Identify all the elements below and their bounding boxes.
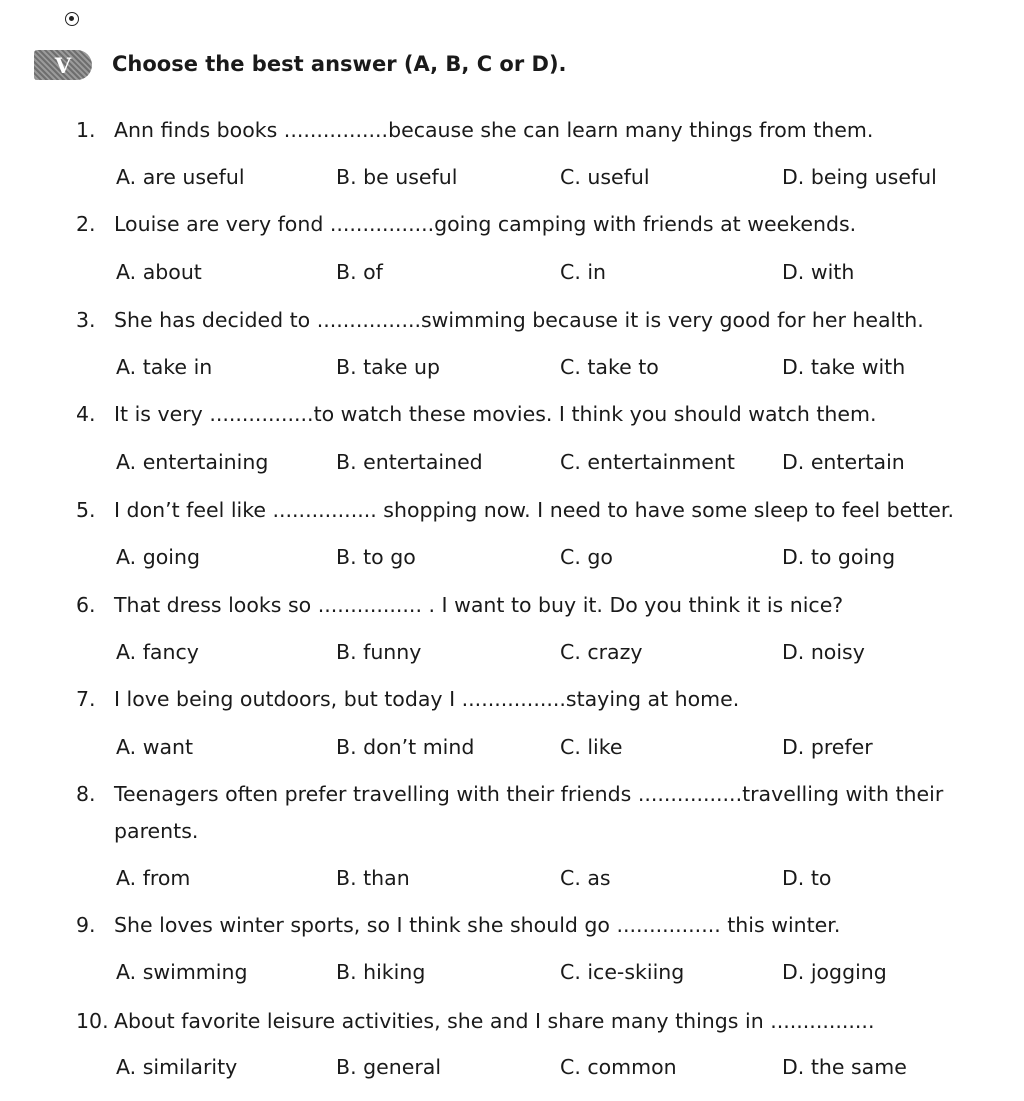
question-number: 7. [76,687,96,711]
option-b[interactable]: B. be useful [336,165,458,189]
question-number: 1. [76,118,96,142]
question-6 [76,592,843,618]
question-stem: She loves winter sports, so I think she should go ................ this winter. [114,913,841,937]
option-a[interactable]: A. swimming [116,960,248,984]
option-d[interactable]: D. with [782,260,855,284]
option-b[interactable]: B. funny [336,640,422,664]
option-c[interactable]: C. crazy [560,640,643,664]
option-c[interactable]: C. take to [560,355,659,379]
option-a[interactable]: A. similarity [116,1055,238,1079]
bullet-icon [65,12,79,26]
option-c[interactable]: C. common [560,1055,677,1079]
question-number: 8. [76,782,96,806]
question-stem: Ann finds books ................because she can learn many things from them. [114,118,874,142]
option-a[interactable]: A. from [116,866,191,890]
option-a[interactable]: A. take in [116,355,213,379]
section-badge: V [34,50,92,80]
option-a[interactable]: A. want [116,735,194,759]
option-d[interactable]: D. being useful [782,165,937,189]
question-number: 4. [76,402,96,426]
question-5 [76,497,954,523]
option-c[interactable]: C. like [560,735,623,759]
option-c[interactable]: C. entertainment [560,450,735,474]
question-stem: It is very ................to watch these movies. I think you should watch them. [114,402,877,426]
option-d[interactable]: D. to going [782,545,896,569]
question-number: 10. [76,1009,109,1033]
question-3 [76,307,924,333]
option-b[interactable]: B. hiking [336,960,426,984]
question-2 [76,211,856,237]
option-d[interactable]: D. entertain [782,450,905,474]
option-b[interactable]: B. entertained [336,450,483,474]
question-7 [76,686,739,712]
option-d[interactable]: D. the same [782,1055,907,1079]
option-b[interactable]: B. to go [336,545,416,569]
option-c[interactable]: C. in [560,260,607,284]
question-stem: Louise are very fond ................going camping with friends at weekends. [114,212,857,236]
option-c[interactable]: C. go [560,545,613,569]
question-stem: That dress looks so ................ . I want to buy it. Do you think it is nice? [114,593,844,617]
option-d[interactable]: D. jogging [782,960,887,984]
option-d[interactable]: D. to [782,866,832,890]
option-d[interactable]: D. prefer [782,735,873,759]
question-stem: She has decided to ................swimming because it is very good for her health. [114,308,924,332]
question-number: 9. [76,913,96,937]
question-9 [76,912,840,938]
instruction-heading: Choose the best answer (A, B, C or D). [112,52,567,76]
option-d[interactable]: D. take with [782,355,906,379]
option-a[interactable]: A. are useful [116,165,245,189]
question-stem: I don’t feel like ................ shopping now. I need to have some sleep to feel better. [114,498,954,522]
option-c[interactable]: C. ice-skiing [560,960,685,984]
option-b[interactable]: B. than [336,866,410,890]
question-number: 5. [76,498,96,522]
option-c[interactable]: C. useful [560,165,650,189]
option-b[interactable]: B. take up [336,355,440,379]
question-number: 3. [76,308,96,332]
question-stem: I love being outdoors, but today I ................staying at home. [114,687,740,711]
question-4 [76,401,877,427]
option-a[interactable]: A. fancy [116,640,199,664]
question-8-line-1: Teenagers often prefer travelling with their friends ................travelling with their [114,782,944,806]
option-b[interactable]: B. general [336,1055,442,1079]
question-number: 2. [76,212,96,236]
question-10 [76,1008,874,1034]
option-c[interactable]: C. as [560,866,611,890]
question-1 [76,117,873,143]
option-a[interactable]: A. entertaining [116,450,269,474]
question-stem: About favorite leisure activities, she and I share many things in ................ [114,1009,875,1033]
question-8-line-2: parents. [114,819,199,843]
question-number: 6. [76,593,96,617]
option-b[interactable]: B. of [336,260,383,284]
option-d[interactable]: D. noisy [782,640,865,664]
option-b[interactable]: B. don’t mind [336,735,475,759]
option-a[interactable]: A. going [116,545,200,569]
option-a[interactable]: A. about [116,260,202,284]
